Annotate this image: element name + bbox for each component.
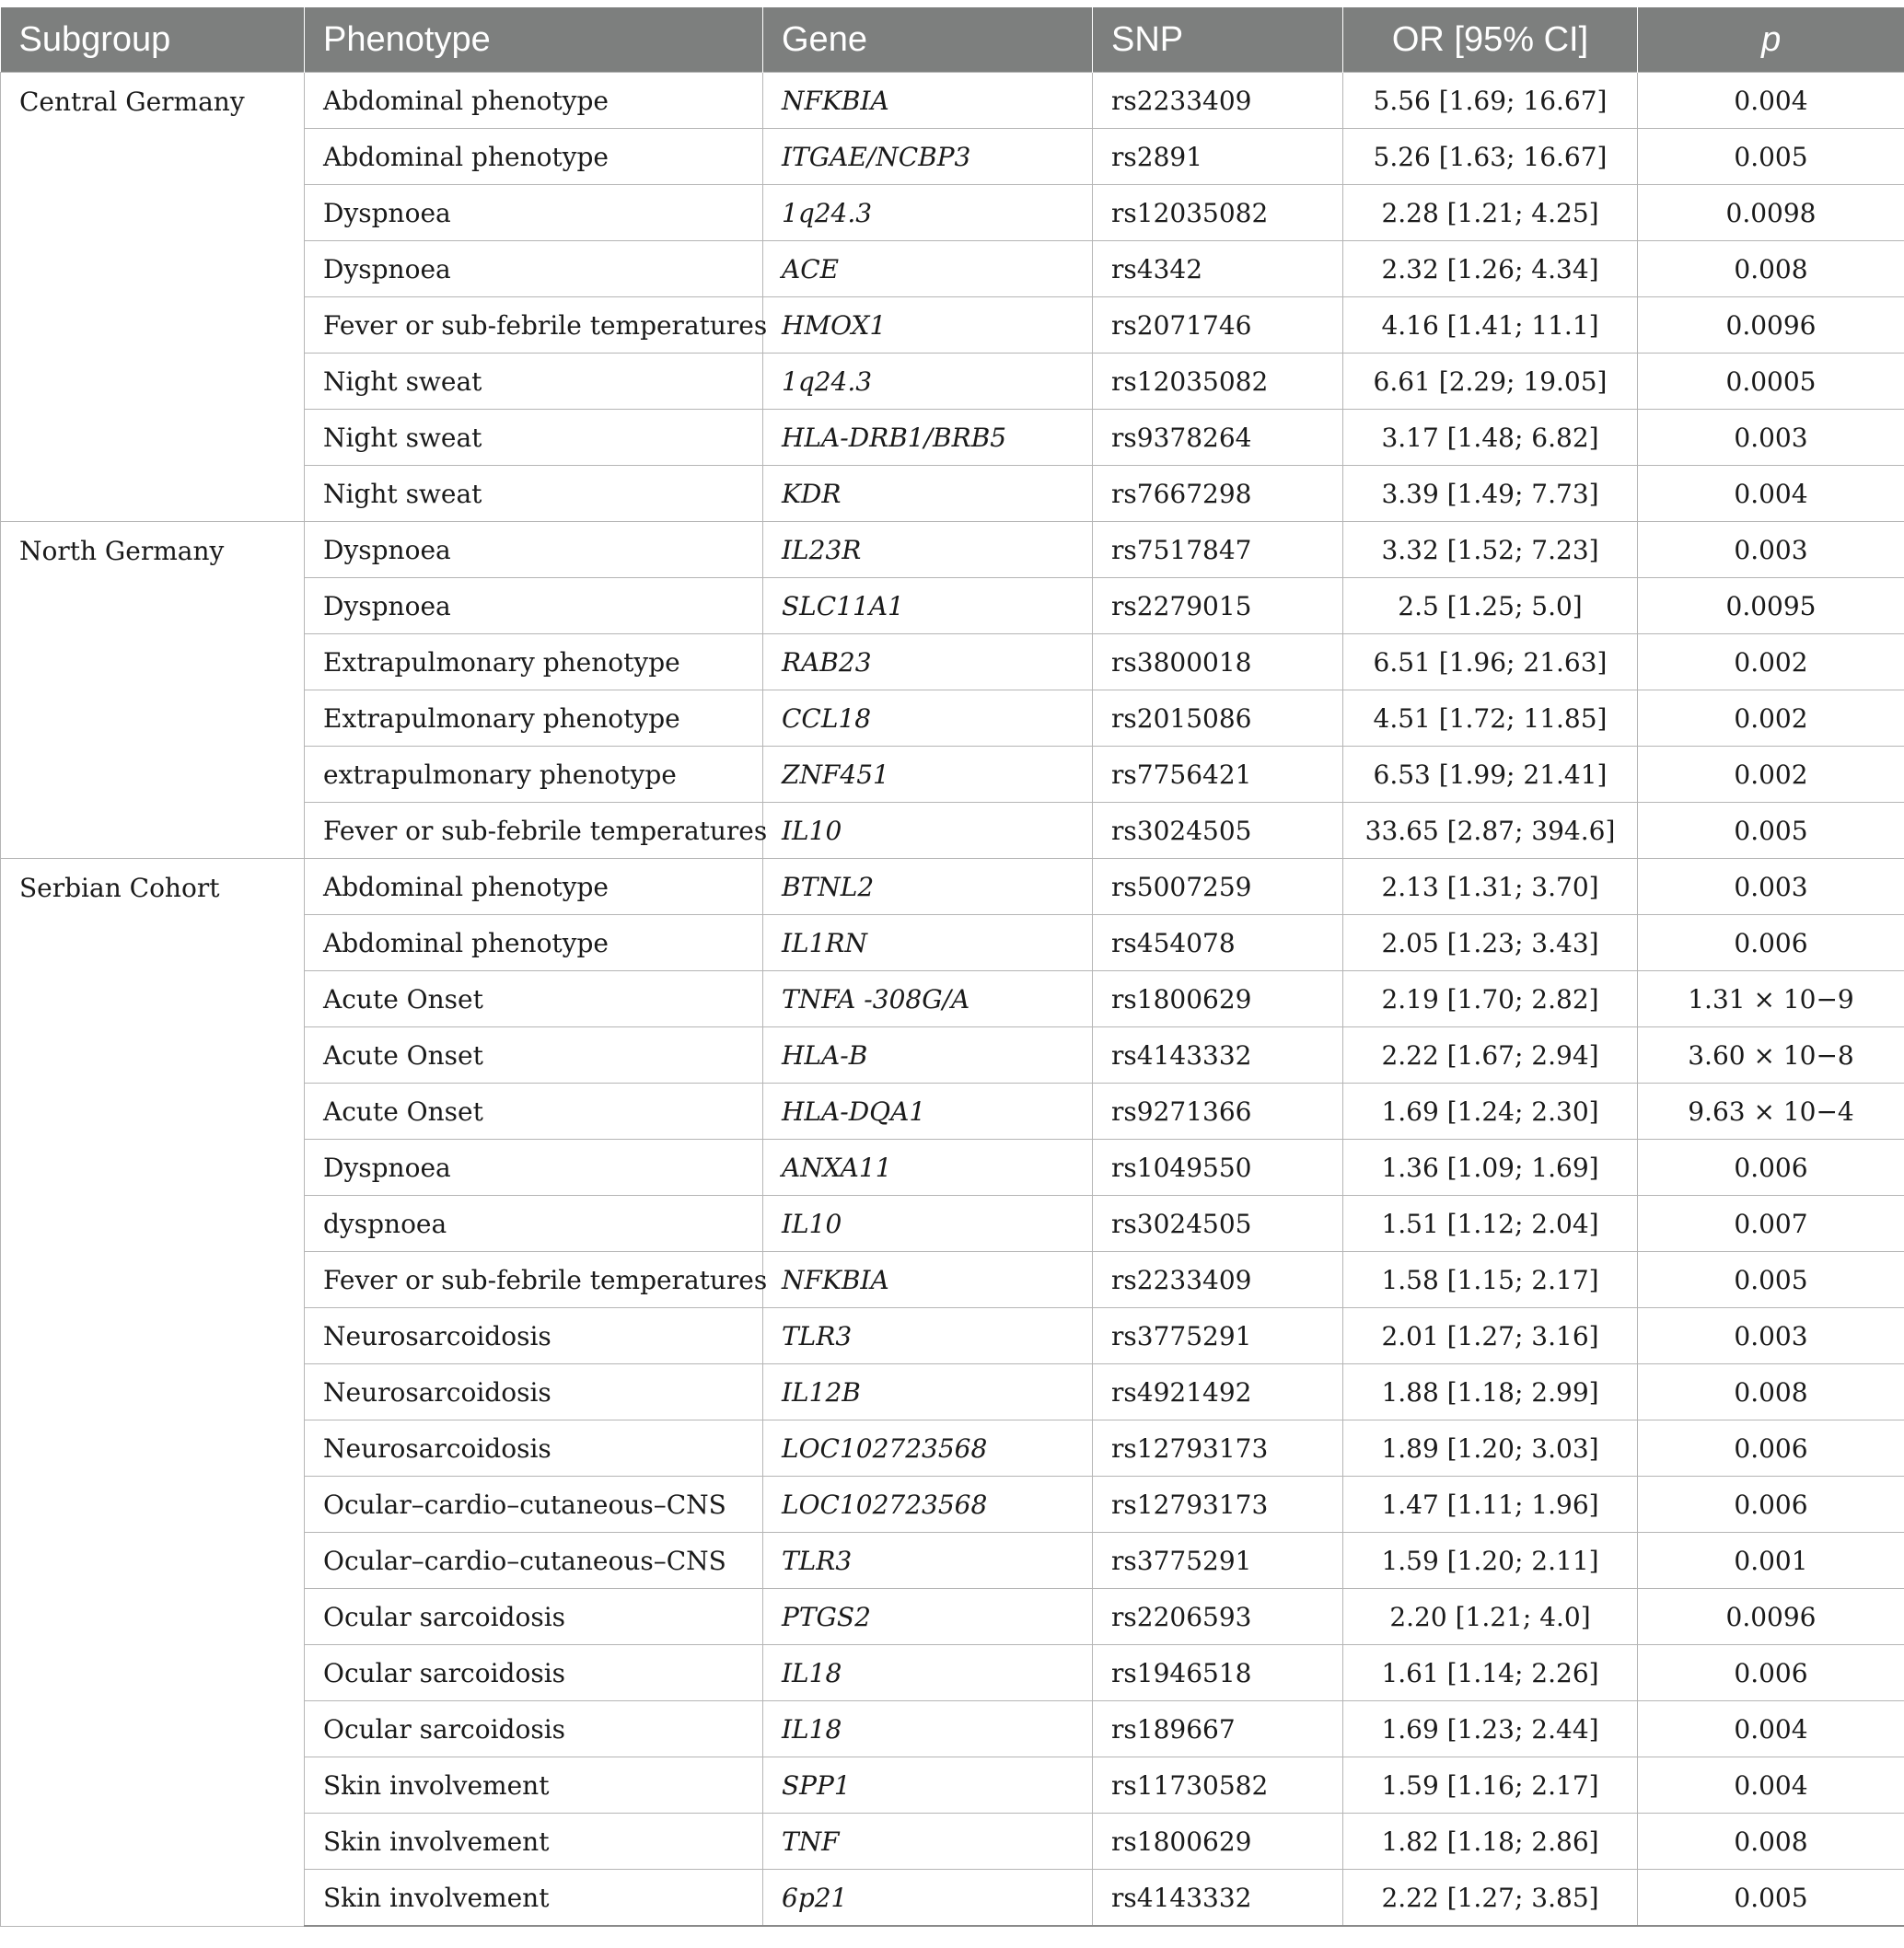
phenotype-cell: Dyspnoea (305, 522, 763, 578)
snp-cell: rs3800018 (1093, 634, 1343, 690)
p-value-cell: 0.004 (1638, 73, 1904, 129)
p-value-cell: 0.006 (1638, 1645, 1904, 1701)
gene-cell: NFKBIA (763, 1252, 1093, 1308)
or-ci-cell: 3.32 [1.52; 7.23] (1343, 522, 1638, 578)
snp-cell: rs4921492 (1093, 1364, 1343, 1420)
snp-cell: rs1049550 (1093, 1140, 1343, 1196)
or-ci-cell: 3.39 [1.49; 7.73] (1343, 466, 1638, 522)
snp-cell: rs3024505 (1093, 1196, 1343, 1252)
snp-cell: rs2891 (1093, 129, 1343, 185)
gene-cell: BTNL2 (763, 859, 1093, 915)
phenotype-cell: Night sweat (305, 354, 763, 410)
phenotype-cell: Ocular sarcoidosis (305, 1701, 763, 1757)
gene-cell: KDR (763, 466, 1093, 522)
p-value-cell: 0.003 (1638, 522, 1904, 578)
or-ci-cell: 1.69 [1.23; 2.44] (1343, 1701, 1638, 1757)
gene-cell: SLC11A1 (763, 578, 1093, 634)
phenotype-cell: Ocular–cardio–cutaneous–CNS (305, 1477, 763, 1533)
phenotype-cell: Dyspnoea (305, 185, 763, 241)
or-ci-cell: 1.61 [1.14; 2.26] (1343, 1645, 1638, 1701)
subgroup-cell: North Germany (1, 522, 305, 859)
or-ci-cell: 4.51 [1.72; 11.85] (1343, 690, 1638, 747)
p-value-cell: 0.008 (1638, 241, 1904, 297)
gene-cell: HMOX1 (763, 297, 1093, 354)
snp-cell: rs3024505 (1093, 803, 1343, 859)
p-value-cell: 0.003 (1638, 1308, 1904, 1364)
or-ci-cell: 2.5 [1.25; 5.0] (1343, 578, 1638, 634)
snp-cell: rs4143332 (1093, 1870, 1343, 1927)
snp-cell: rs1800629 (1093, 971, 1343, 1027)
snp-cell: rs189667 (1093, 1701, 1343, 1757)
phenotype-cell: Fever or sub-febrile temperatures (305, 803, 763, 859)
or-ci-cell: 1.88 [1.18; 2.99] (1343, 1364, 1638, 1420)
phenotype-cell: Abdominal phenotype (305, 73, 763, 129)
snp-cell: rs1946518 (1093, 1645, 1343, 1701)
p-value-cell: 0.0005 (1638, 354, 1904, 410)
phenotype-cell: Acute Onset (305, 1027, 763, 1084)
p-value-cell: 9.63 × 10−4 (1638, 1084, 1904, 1140)
p-value-cell: 0.001 (1638, 1533, 1904, 1589)
snp-cell: rs3775291 (1093, 1533, 1343, 1589)
snp-cell: rs2233409 (1093, 73, 1343, 129)
gene-cell: IL18 (763, 1645, 1093, 1701)
or-ci-cell: 1.89 [1.20; 3.03] (1343, 1420, 1638, 1477)
phenotype-cell: Ocular sarcoidosis (305, 1589, 763, 1645)
p-value-cell: 0.0096 (1638, 1589, 1904, 1645)
snp-cell: rs2071746 (1093, 297, 1343, 354)
snp-cell: rs7667298 (1093, 466, 1343, 522)
or-ci-cell: 2.22 [1.67; 2.94] (1343, 1027, 1638, 1084)
gene-cell: ITGAE/NCBP3 (763, 129, 1093, 185)
p-value-cell: 0.004 (1638, 466, 1904, 522)
p-value-cell: 0.002 (1638, 634, 1904, 690)
gene-cell: TLR3 (763, 1308, 1093, 1364)
or-ci-cell: 2.19 [1.70; 2.82] (1343, 971, 1638, 1027)
snp-cell: rs1800629 (1093, 1814, 1343, 1870)
gene-cell: SPP1 (763, 1757, 1093, 1814)
phenotype-cell: Skin involvement (305, 1757, 763, 1814)
phenotype-cell: dyspnoea (305, 1196, 763, 1252)
snp-cell: rs12793173 (1093, 1477, 1343, 1533)
p-value-cell: 0.0098 (1638, 185, 1904, 241)
p-value-cell: 0.005 (1638, 1870, 1904, 1927)
snp-cell: rs2279015 (1093, 578, 1343, 634)
or-ci-cell: 2.01 [1.27; 3.16] (1343, 1308, 1638, 1364)
gene-cell: HLA-DRB1/BRB5 (763, 410, 1093, 466)
gene-cell: IL18 (763, 1701, 1093, 1757)
phenotype-cell: Abdominal phenotype (305, 129, 763, 185)
p-value-cell: 0.004 (1638, 1757, 1904, 1814)
gene-cell: TNF (763, 1814, 1093, 1870)
phenotype-cell: Extrapulmonary phenotype (305, 690, 763, 747)
p-value-cell: 0.005 (1638, 129, 1904, 185)
p-value-cell: 0.006 (1638, 1420, 1904, 1477)
snp-cell: rs2206593 (1093, 1589, 1343, 1645)
snp-cell: rs4342 (1093, 241, 1343, 297)
header-snp: SNP (1093, 7, 1343, 73)
snp-cell: rs2233409 (1093, 1252, 1343, 1308)
phenotype-cell: Abdominal phenotype (305, 859, 763, 915)
table-row (1, 859, 1904, 915)
or-ci-cell: 1.51 [1.12; 2.04] (1343, 1196, 1638, 1252)
phenotype-cell: Dyspnoea (305, 1140, 763, 1196)
p-value-cell: 0.0095 (1638, 578, 1904, 634)
gene-cell: ZNF451 (763, 747, 1093, 803)
p-value-cell: 0.007 (1638, 1196, 1904, 1252)
gene-cell: 1q24.3 (763, 185, 1093, 241)
snp-cell: rs11730582 (1093, 1757, 1343, 1814)
header-p: p (1638, 7, 1904, 73)
table-row (1, 73, 1904, 129)
snp-cell: rs9271366 (1093, 1084, 1343, 1140)
gene-cell: ACE (763, 241, 1093, 297)
snp-cell: rs12035082 (1093, 185, 1343, 241)
phenotype-cell: Fever or sub-febrile temperatures (305, 297, 763, 354)
gene-cell: 1q24.3 (763, 354, 1093, 410)
gene-cell: IL12B (763, 1364, 1093, 1420)
p-value-cell: 0.006 (1638, 1477, 1904, 1533)
gene-cell: 6p21 (763, 1870, 1093, 1927)
phenotype-cell: Neurosarcoidosis (305, 1364, 763, 1420)
or-ci-cell: 1.47 [1.11; 1.96] (1343, 1477, 1638, 1533)
or-ci-cell: 5.26 [1.63; 16.67] (1343, 129, 1638, 185)
or-ci-cell: 2.13 [1.31; 3.70] (1343, 859, 1638, 915)
phenotype-cell: Neurosarcoidosis (305, 1420, 763, 1477)
snp-cell: rs7517847 (1093, 522, 1343, 578)
p-value-cell: 0.008 (1638, 1814, 1904, 1870)
p-value-cell: 0.0096 (1638, 297, 1904, 354)
snp-cell: rs5007259 (1093, 859, 1343, 915)
phenotype-cell: Skin involvement (305, 1870, 763, 1927)
header-phenotype: Phenotype (305, 7, 763, 73)
phenotype-cell: Ocular–cardio–cutaneous–CNS (305, 1533, 763, 1589)
or-ci-cell: 33.65 [2.87; 394.6] (1343, 803, 1638, 859)
snp-cell: rs9378264 (1093, 410, 1343, 466)
phenotype-cell: Extrapulmonary phenotype (305, 634, 763, 690)
phenotype-cell: Dyspnoea (305, 241, 763, 297)
phenotype-cell: Ocular sarcoidosis (305, 1645, 763, 1701)
snp-cell: rs7756421 (1093, 747, 1343, 803)
gene-cell: TNFA -308G/A (763, 971, 1093, 1027)
or-ci-cell: 1.58 [1.15; 2.17] (1343, 1252, 1638, 1308)
p-value-cell: 0.006 (1638, 915, 1904, 971)
table-row (1, 522, 1904, 578)
p-value-cell: 3.60 × 10−8 (1638, 1027, 1904, 1084)
p-value-cell: 0.005 (1638, 1252, 1904, 1308)
gene-cell: IL10 (763, 1196, 1093, 1252)
subgroup-cell: Central Germany (1, 73, 305, 522)
gene-cell: LOC102723568 (763, 1420, 1093, 1477)
p-value-cell: 1.31 × 10−9 (1638, 971, 1904, 1027)
or-ci-cell: 6.51 [1.96; 21.63] (1343, 634, 1638, 690)
or-ci-cell: 2.05 [1.23; 3.43] (1343, 915, 1638, 971)
p-value-cell: 0.002 (1638, 690, 1904, 747)
gene-cell: ANXA11 (763, 1140, 1093, 1196)
or-ci-cell: 2.22 [1.27; 3.85] (1343, 1870, 1638, 1927)
subgroup-cell: Serbian Cohort (1, 859, 305, 1927)
phenotype-cell: Skin involvement (305, 1814, 763, 1870)
or-ci-cell: 2.32 [1.26; 4.34] (1343, 241, 1638, 297)
phenotype-cell: Acute Onset (305, 1084, 763, 1140)
snp-cell: rs12035082 (1093, 354, 1343, 410)
p-value-cell: 0.008 (1638, 1364, 1904, 1420)
or-ci-cell: 1.36 [1.09; 1.69] (1343, 1140, 1638, 1196)
gene-cell: TLR3 (763, 1533, 1093, 1589)
or-ci-cell: 2.28 [1.21; 4.25] (1343, 185, 1638, 241)
header-or: OR [95% CI] (1343, 7, 1638, 73)
gene-cell: HLA-DQA1 (763, 1084, 1093, 1140)
gene-cell: IL10 (763, 803, 1093, 859)
or-ci-cell: 3.17 [1.48; 6.82] (1343, 410, 1638, 466)
phenotype-cell: Fever or sub-febrile temperatures (305, 1252, 763, 1308)
gene-cell: IL23R (763, 522, 1093, 578)
gene-cell: LOC102723568 (763, 1477, 1093, 1533)
gene-cell: IL1RN (763, 915, 1093, 971)
p-value-cell: 0.005 (1638, 803, 1904, 859)
snp-cell: rs12793173 (1093, 1420, 1343, 1477)
snp-cell: rs454078 (1093, 915, 1343, 971)
or-ci-cell: 5.56 [1.69; 16.67] (1343, 73, 1638, 129)
phenotype-cell: Neurosarcoidosis (305, 1308, 763, 1364)
header-row (1, 7, 1904, 73)
phenotype-cell: Acute Onset (305, 971, 763, 1027)
phenotype-cell: extrapulmonary phenotype (305, 747, 763, 803)
snp-cell: rs4143332 (1093, 1027, 1343, 1084)
or-ci-cell: 2.20 [1.21; 4.0] (1343, 1589, 1638, 1645)
p-value-cell: 0.006 (1638, 1140, 1904, 1196)
or-ci-cell: 1.59 [1.16; 2.17] (1343, 1757, 1638, 1814)
gene-cell: RAB23 (763, 634, 1093, 690)
or-ci-cell: 1.59 [1.20; 2.11] (1343, 1533, 1638, 1589)
gene-cell: HLA-B (763, 1027, 1093, 1084)
or-ci-cell: 6.53 [1.99; 21.41] (1343, 747, 1638, 803)
header-gene: Gene (763, 7, 1093, 73)
phenotype-cell: Dyspnoea (305, 578, 763, 634)
or-ci-cell: 4.16 [1.41; 11.1] (1343, 297, 1638, 354)
p-value-cell: 0.003 (1638, 859, 1904, 915)
snp-cell: rs3775291 (1093, 1308, 1343, 1364)
phenotype-cell: Abdominal phenotype (305, 915, 763, 971)
or-ci-cell: 1.82 [1.18; 2.86] (1343, 1814, 1638, 1870)
phenotype-cell: Night sweat (305, 410, 763, 466)
or-ci-cell: 6.61 [2.29; 19.05] (1343, 354, 1638, 410)
p-value-cell: 0.003 (1638, 410, 1904, 466)
p-value-cell: 0.004 (1638, 1701, 1904, 1757)
gene-cell: CCL18 (763, 690, 1093, 747)
gene-cell: PTGS2 (763, 1589, 1093, 1645)
snp-cell: rs2015086 (1093, 690, 1343, 747)
association-table (0, 7, 1904, 1927)
phenotype-cell: Night sweat (305, 466, 763, 522)
p-value-cell: 0.002 (1638, 747, 1904, 803)
gene-cell: NFKBIA (763, 73, 1093, 129)
or-ci-cell: 1.69 [1.24; 2.30] (1343, 1084, 1638, 1140)
table-body (1, 73, 1904, 1927)
header-subgroup: Subgroup (1, 7, 305, 73)
